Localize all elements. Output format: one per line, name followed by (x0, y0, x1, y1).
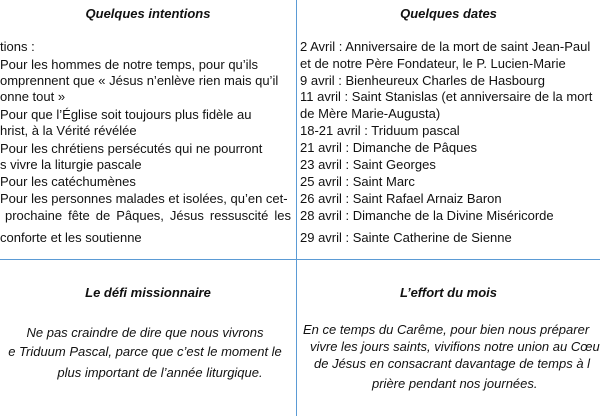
date-line: et de notre Père Fondateur, le P. Lucien-Marie (300, 56, 566, 71)
defi-line: plus important de l’année liturgique. (57, 365, 263, 380)
date-line: de Mère Marie-Augusta) (300, 106, 441, 121)
intention-line: Pour les chrétiens persécutés qui ne pourront (0, 141, 263, 156)
date-line: 26 avril : Saint Rafael Arnaiz Baron (300, 191, 502, 206)
effort-line: vivre les jours saints, vivifions notre union au Cœu (310, 339, 600, 354)
intention-line: prochaine fête de Pâques, Jésus ressuscité les (5, 208, 291, 223)
date-line: 11 avril : Saint Stanislas (et anniversaire de la mort (300, 89, 593, 104)
date-line: 29 avril : Sainte Catherine de Sienne (300, 230, 512, 245)
intention-line: tions : (0, 39, 35, 54)
intention-line: Pour les hommes de notre temps, pour qu’ils (0, 57, 258, 72)
intention-line: Pour que l’Église soit toujours plus fidèle au (0, 107, 252, 122)
defi-line: Ne pas craindre de dire que nous vivrons (26, 325, 264, 340)
date-line: 23 avril : Saint Georges (300, 157, 436, 172)
vertical-divider (296, 0, 297, 416)
effort-line: prière pendant nos journées. (372, 376, 538, 391)
intentions-title: Quelques intentions (85, 6, 211, 21)
defi-title: Le défi missionnaire (85, 285, 211, 300)
effort-line: En ce temps du Carême, pour bien nous préparer (303, 322, 590, 337)
horizontal-divider (0, 259, 600, 260)
intention-line: Pour les catéchumènes (0, 174, 136, 189)
intention-line: hrist, à la Vérité révélée (0, 123, 137, 138)
intention-line: s vivre la liturgie pascale (0, 157, 142, 172)
date-line: 9 avril : Bienheureux Charles de Hasbourg (300, 73, 545, 88)
defi-line: e Triduum Pascal, parce que c’est le moment le (8, 344, 282, 359)
date-line: 28 avril : Dimanche de la Divine Miséricorde (300, 208, 554, 223)
effort-title: L’effort du mois (399, 285, 498, 300)
date-line: 2 Avril : Anniversaire de la mort de saint Jean-Paul (300, 39, 591, 54)
intention-line: conforte et les soutienne (0, 230, 142, 245)
dates-title: Quelques dates (400, 6, 497, 21)
date-line: 21 avril : Dimanche de Pâques (300, 140, 478, 155)
intention-line: Pour les personnes malades et isolées, qu’en cet- (0, 191, 288, 206)
date-line: 18-21 avril : Triduum pascal (300, 123, 460, 138)
effort-line: de Jésus en consacrant davantage de temps à l (314, 356, 591, 371)
date-line: 25 avril : Saint Marc (300, 174, 415, 189)
intention-line: onne tout » (0, 89, 66, 104)
intention-line: omprennent que « Jésus n’enlève rien mais qu’il (0, 73, 279, 88)
